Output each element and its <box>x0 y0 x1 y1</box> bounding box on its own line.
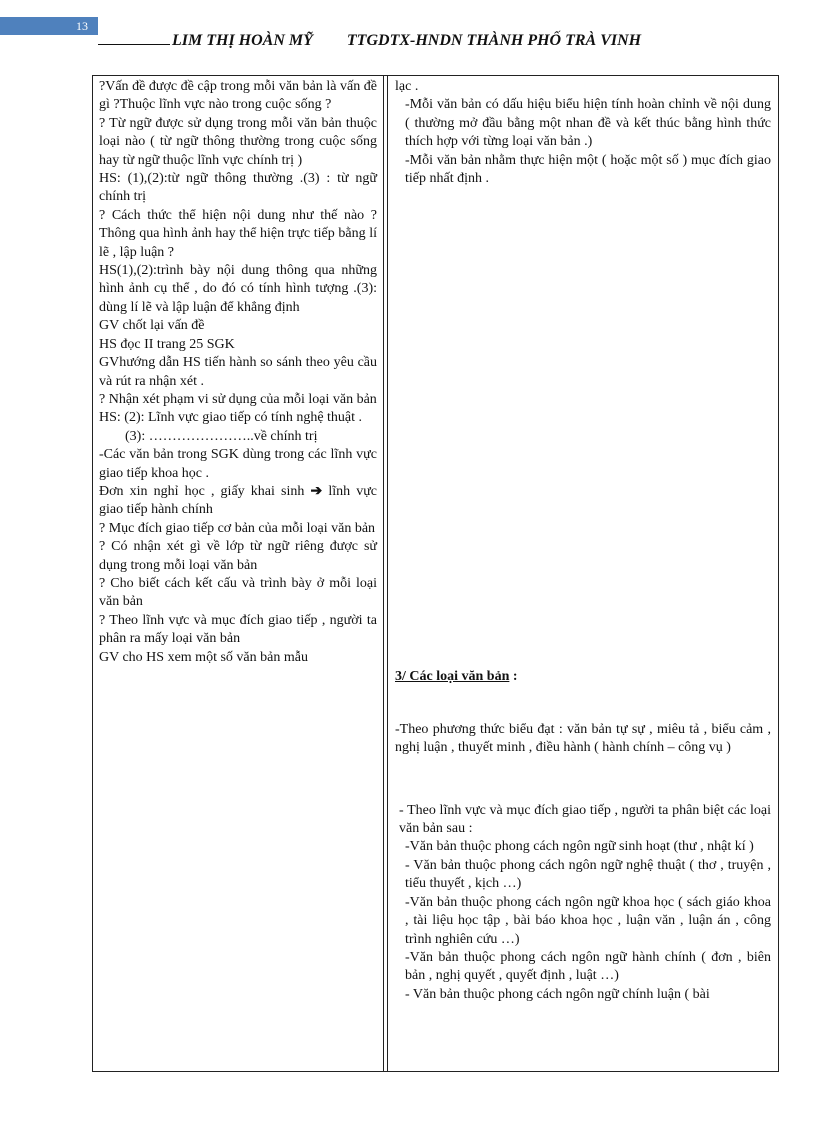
left-para: ?Vấn đề được đề cập trong mỗi văn bản là vấn đề gì ?Thuộc lĩnh vực nào trong cuộc sống ? <box>99 79 377 113</box>
left-para: ? Cách thức thể hiện nội dung như thế nào ? Thông qua hình ảnh hay thể hiện trực tiếp bằng lí lẽ , lập luận ? <box>99 207 377 260</box>
header-center: TTGDTX-HNDN THÀNH PHỐ TRÀ VINH <box>346 32 642 49</box>
left-para-arrow <box>99 483 377 520</box>
page-number: 13 <box>0 17 98 35</box>
left-para-part: Đơn xin nghỉ học , giấy khai sinh <box>99 483 305 499</box>
left-para: ? Mục đích giao tiếp cơ bản của mỗi loại văn bản <box>99 520 376 536</box>
left-para: ? Theo lĩnh vực và mục đích giao tiếp , người ta phân ra mấy loại văn bản <box>99 612 377 647</box>
right-para: lạc . <box>395 79 419 94</box>
type-item: -Văn bản thuộc phong cách ngôn ngữ hành chính ( đơn , biên bản , nghị quyết , quyết định , luật …) <box>405 949 771 984</box>
type-item: -Văn bản thuộc phong cách ngôn ngữ khoa học ( sách giáo khoa , tài liệu học tập , bài báo khoa học , luận văn , luận án , công trình nghiên cứu …) <box>405 894 771 947</box>
right-para: - Theo lĩnh vực và mục đích giao tiếp , người ta phân biệt các loại văn bản sau : <box>399 802 771 837</box>
type-item: -Văn bản thuộc phong cách ngôn ngữ sinh hoạt (thư , nhật kí ) <box>405 839 754 855</box>
right-para: -Theo phương thức biểu đạt : văn bản tự sự , miêu tả , biểu cảm , nghị luận , thuyết minh , điều hành ( hành chính – công vụ ) <box>395 721 771 756</box>
type-item: - Văn bản thuộc phong cách ngôn ngữ nghệ thuật ( thơ , truyện , tiểu thuyết , kịch …) <box>405 857 771 892</box>
type-item: - Văn bản thuộc phong cách ngôn ngữ chính luận ( bài <box>405 986 710 1002</box>
left-para: (3): …………………..về chính trị <box>125 428 318 444</box>
left-column <box>99 78 377 667</box>
left-para: GVhướng dẫn HS tiến hành so sánh theo yêu cầu và rút ra nhận xét . <box>99 355 377 389</box>
header-underline <box>98 29 170 45</box>
left-para: GV cho HS xem một số văn bản mẫu <box>99 649 308 665</box>
left-para: ? Cho biết cách kết cấu và trình bày ở mỗi loại văn bản <box>99 575 377 610</box>
section-colon: : <box>509 669 518 685</box>
left-para: GV chốt lại vấn đề <box>99 318 205 334</box>
arrow-right-icon: ➔ <box>310 483 323 499</box>
right-para: -Mỗi văn bản nhằm thực hiện một ( hoặc một số ) mục đích giao tiếp nhất định . <box>405 152 771 187</box>
left-para: HS đọc II trang 25 SGK <box>99 336 235 352</box>
section-heading <box>395 668 771 686</box>
left-para-part: lĩnh vực giao tiếp hành chính <box>99 483 378 518</box>
page-header <box>98 29 718 53</box>
right-column <box>395 78 771 1004</box>
column-divider <box>383 76 384 1071</box>
left-para: HS: (1),(2):từ ngữ thông thường .(3) : từ ngữ chính trị <box>99 171 377 205</box>
section-title: 3/ Các loại văn bản <box>395 669 510 685</box>
left-para: -Các văn bản trong SGK dùng trong các lĩnh vực giao tiếp khoa học . <box>99 447 377 481</box>
lesson-table <box>92 75 779 1072</box>
left-para: HS: (2): Lĩnh vực giao tiếp có tính nghệ thuật . <box>99 410 363 426</box>
right-para: -Mỗi văn bản có dấu hiệu biểu hiện tính hoàn chỉnh về nội dung ( thường mở đầu bằng một nhan đề và kết thúc bằng hình thức thích hợp với từng loại văn bản .) <box>405 97 771 150</box>
left-para: HS(1),(2):trình bày nội dung thông qua những hình ảnh cụ thể , do đó có tính hình tượng .(3): dùng lí lẽ và lập luận để khẳng định <box>99 263 377 315</box>
left-para: ? Có nhận xét gì về lớp từ ngữ riêng được sử dụng trong mỗi loại văn bản <box>99 539 377 573</box>
column-divider-inner <box>387 76 388 1071</box>
left-para: ? Từ ngữ được sử dụng trong mỗi văn bản thuộc loại nào ( từ ngữ thông thường trong cuộc sống hay từ ngữ thuộc lĩnh vực chính trị ) <box>99 115 377 168</box>
header-author: LIM THỊ HOÀN MỸ <box>172 32 313 49</box>
left-para: ? Nhận xét phạm vi sử dụng của mỗi loại văn bản <box>99 391 377 407</box>
